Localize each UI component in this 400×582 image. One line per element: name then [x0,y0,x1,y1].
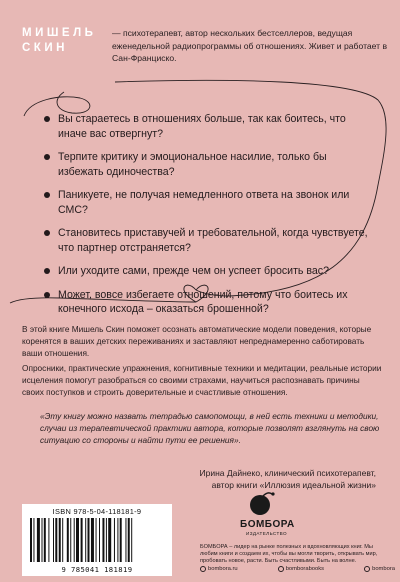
author-bio: — психотерапевт, автор нескольких бестселлеров, ведущая еженедельной радиопрограммы об отношениях. Живет и работает в Сан-Франциско. [112,28,388,63]
barcode [22,504,172,576]
question-item: Вы стараетесь в отношениях больше, так как боитесь, что иначе вас отвергнут? [44,112,374,141]
description-paragraph: Опросники, практические упражнения, когнитивные техники и медитации, реальные истории исцеления помогут разобраться со своими страхами, научиться распознавать причины своих поступков и строить доверительные и счастливые отношения. [22,363,382,397]
description-paragraph: В этой книге Мишель Скин поможет осознать автоматические модели поведения, которые коренятся в ваших детских переживаниях и заставляют непреднамеренно саботировать ваши отношения. [22,324,372,358]
barcode-digits: 9 785041 181819 [61,565,133,574]
bullet-icon [44,230,50,236]
isbn-number: ISBN 978-5-04-118181-9 [52,507,142,516]
bullet-icon [44,192,50,198]
social-icon [278,566,284,572]
messenger-icon [364,566,370,572]
question-item: Может, вовсе избегаете отношений, потому что боитесь их конечного исхода – оказаться брошенной? [44,288,374,317]
footer-link-social[interactable]: bomborabooks [278,566,324,572]
blurb-quote: «Эту книгу можно назвать тетрадью самопомощи, в ней есть техники и методики, случаи из терапевтической практики автора, которые позволят взглянуть на свою ситуацию со стороны и найти пути ее решения». [40,411,380,445]
bullet-icon [44,268,50,274]
publisher-links [200,566,395,572]
author-last-name: СКИН [22,42,68,54]
footer-link-site[interactable]: bombora.ru [200,566,238,572]
barcode-bars-icon [30,518,166,562]
question-item: Становитесь приставучей и требовательной, когда чувствуете, что партнер отстраняется? [44,226,374,255]
question-item: Терпите критику и эмоциональное насилие, только бы избежать одиночества? [44,150,374,179]
question-item: Паникуете, не получая немедленного ответа на звонок или СМС? [44,188,374,217]
bullet-icon [44,292,50,298]
author-first-name: МИШЕЛЬ [22,27,97,39]
question-list [44,112,374,326]
publisher-note: БОМБОРА – лидер на рынке полезных и вдохновляющих книг. Мы любим книги и создаем их, чтобы вы могли творить, открывать мир, пробовать новое, расти. Быть счастливыми. Быть на волне. [200,544,378,564]
bullet-icon [44,116,50,122]
publisher-subtitle: ИЗДАТЕЛЬСТВО [246,531,287,536]
bullet-icon [44,154,50,160]
publisher-name: БОМБОРА [240,519,295,530]
question-item: Или уходите сами, прежде чем он успеет бросить вас? [44,264,374,279]
footer-link-messenger[interactable]: bombora [364,566,395,572]
quote-attribution: Ирина Дайнеко, клинический психотерапевт, автор книги «Иллюзия идеальной жизни» [199,468,376,490]
globe-icon [200,566,206,572]
